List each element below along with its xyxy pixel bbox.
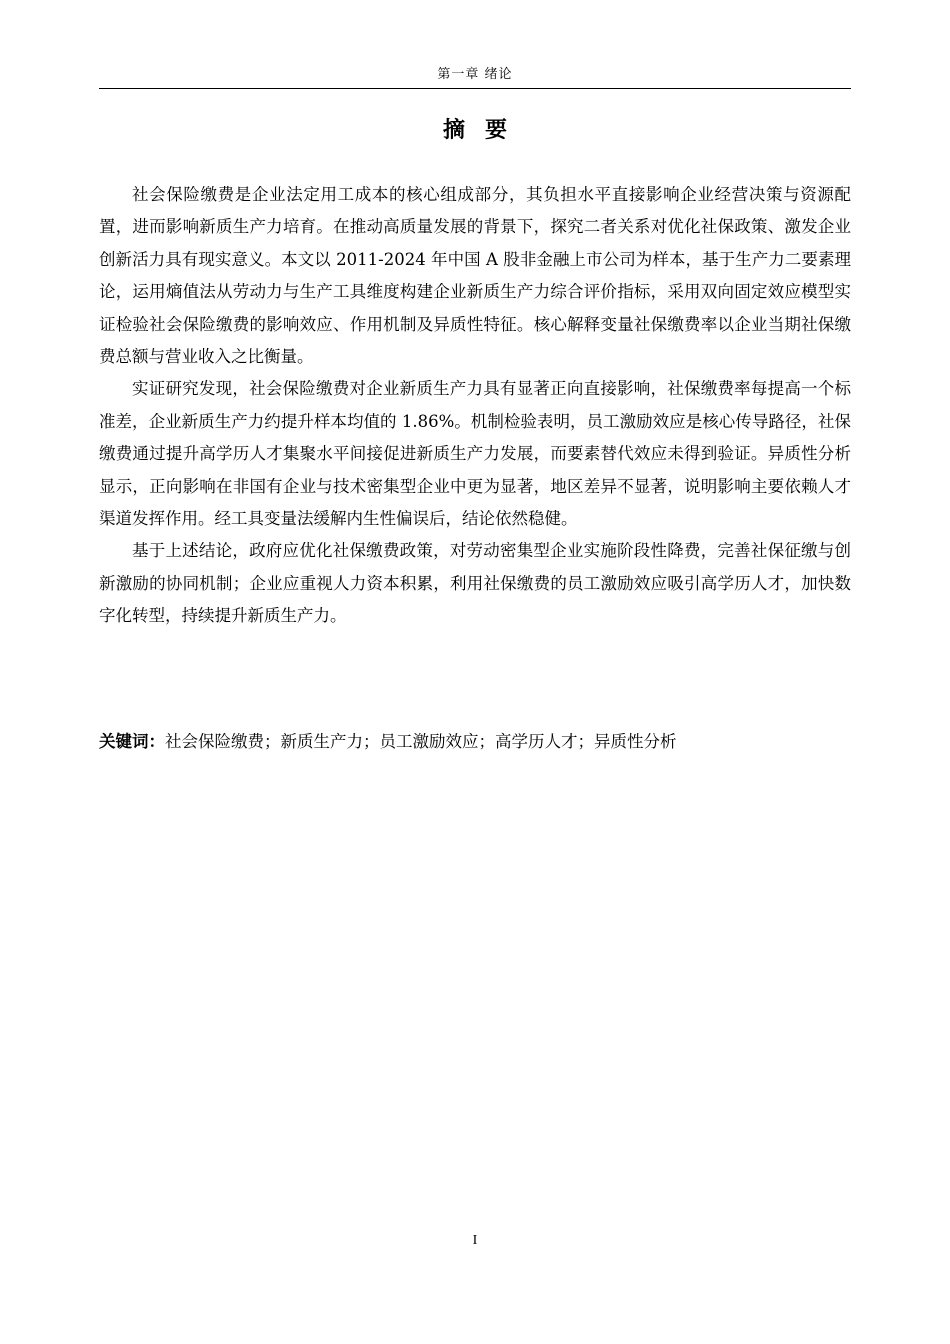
page-title: 摘要: [442, 118, 527, 143]
keywords-line: [99, 726, 851, 758]
abstract-body: [99, 179, 851, 633]
abstract-paragraph: 基于上述结论，政府应优化社保缴费政策，对劳动密集型企业实施阶段性降费，完善社保征缴与创新激励的协同机制；企业应重视人力资本积累，利用社保缴费的员工激励效应吸引高学历人才，加快数字化转型，持续提升新质生产力。: [99, 541, 851, 626]
keywords-text: 社会保险缴费；新质生产力；员工激励效应；高学历人才；异质性分析: [165, 732, 677, 751]
page-number: I: [472, 1233, 478, 1248]
abstract-paragraph: 社会保险缴费是企业法定用工成本的核心组成部分，其负担水平直接影响企业经营决策与资源配置，进而影响新质生产力培育。在推动高质量发展的背景下，探究二者关系对优化社保政策、激发企业创新活力具有现实意义。本文以 2011-2024 年中国 A 股非金融上市公司为样本，基于生产力二要素理论，运用熵值法从劳动力与生产工具维度构建企业新质生产力综合评价指标，采用双向固定效应模型实证检验社会保险缴费的影响效应、作用机制及异质性特征。核心解释变量社保缴费率以企业当期社保缴费总额与营业收入之比衡量。: [99, 185, 851, 367]
keywords-label: 关键词：: [99, 732, 165, 751]
header-divider: [99, 88, 851, 89]
abstract-paragraph: 实证研究发现，社会保险缴费对企业新质生产力具有显著正向直接影响，社保缴费率每提高一个标准差，企业新质生产力约提升样本均值的 1.86%。机制检验表明，员工激励效应是核心传导路径，社保缴费通过提升高学历人才集聚水平间接促进新质生产力发展，而要素替代效应未得到验证。异质性分析显示，正向影响在非国有企业与技术密集型企业中更为显著，地区差异不显著，说明影响主要依赖人才渠道发挥作用。经工具变量法缓解内生性偏误后，结论依然稳健。: [99, 379, 851, 529]
running-header: 第一章 绪论: [437, 67, 513, 82]
